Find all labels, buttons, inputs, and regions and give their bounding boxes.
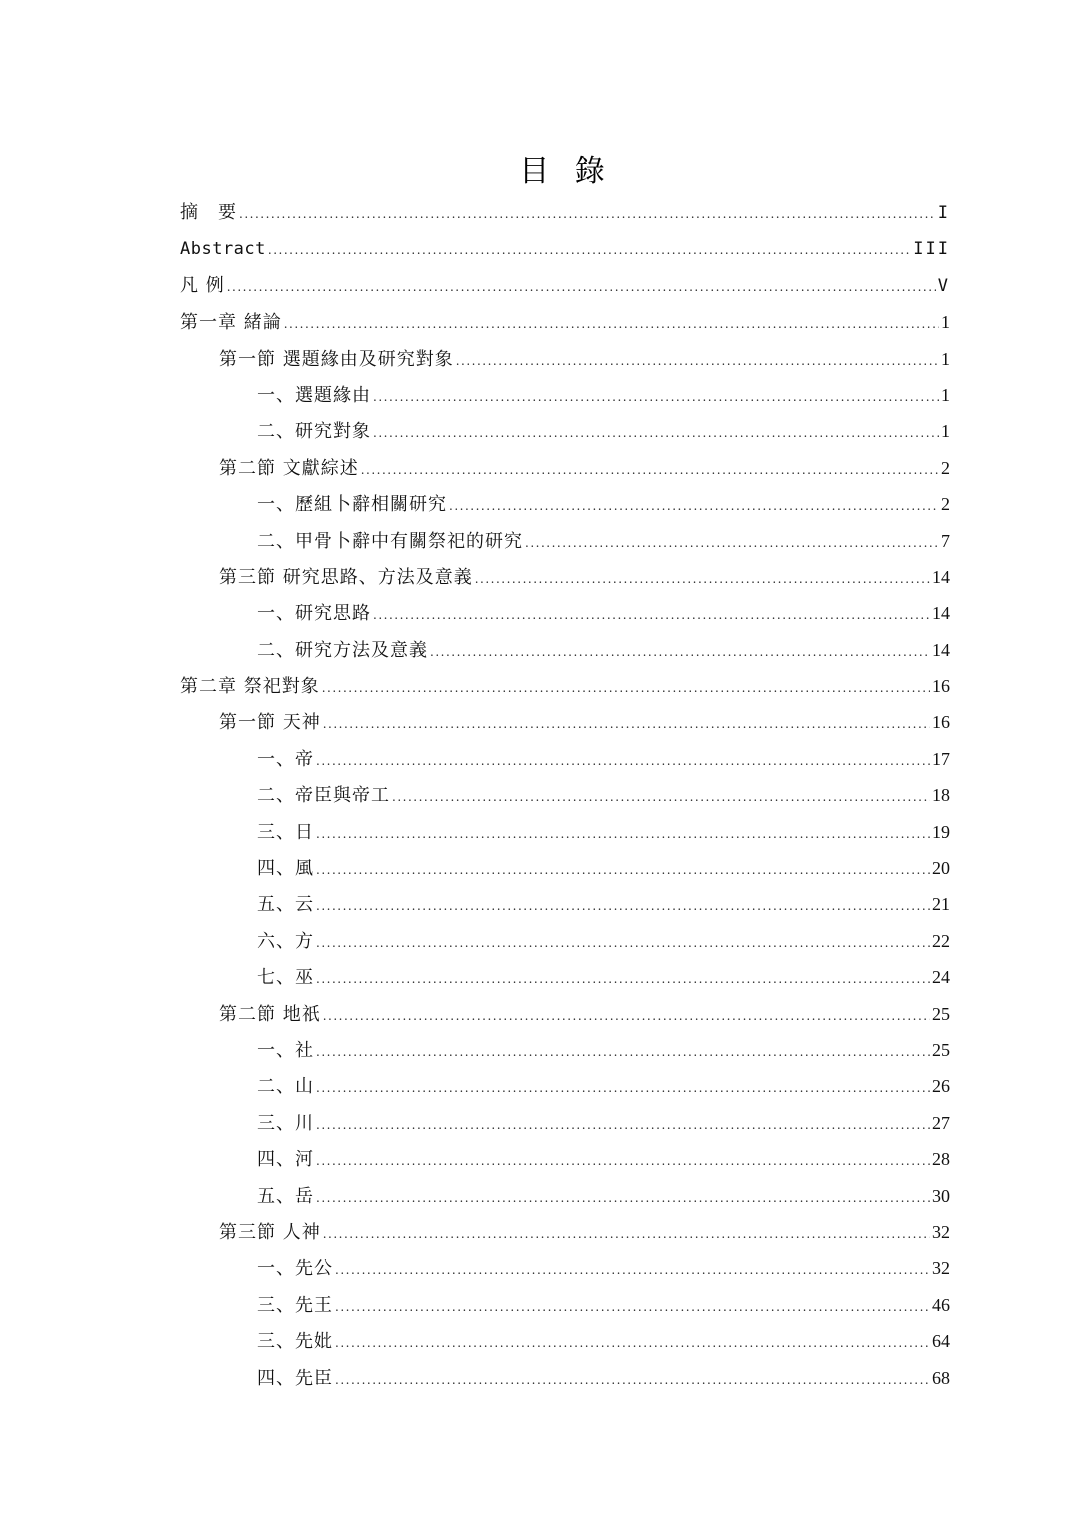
- toc-entry-page-number: 20: [932, 858, 950, 879]
- dot-leader: [335, 1337, 930, 1349]
- toc-entry[interactable]: [180, 777, 950, 813]
- dot-leader: [322, 682, 930, 694]
- toc-entry[interactable]: [180, 377, 950, 413]
- toc-entry-label: 一、選題緣由: [257, 384, 371, 406]
- toc-entry[interactable]: [180, 595, 950, 631]
- toc-entry[interactable]: [180, 341, 950, 377]
- toc-entry-label: 第三節 研究思路、方法及意義: [219, 566, 473, 588]
- dot-leader: [449, 500, 939, 512]
- toc-entry[interactable]: [180, 959, 950, 995]
- toc-entry-label: 一、帝: [257, 748, 314, 770]
- toc-entry[interactable]: [180, 886, 950, 922]
- toc-entry-page-number: III: [913, 239, 950, 260]
- dot-leader: [316, 1046, 930, 1058]
- toc-entry[interactable]: [180, 923, 950, 959]
- toc-entry[interactable]: [180, 704, 950, 740]
- toc-entry-label: 一、先公: [257, 1258, 333, 1280]
- toc-entry-page-number: 1: [941, 421, 950, 442]
- dot-leader: [373, 427, 939, 439]
- toc-entry-label: 二、研究方法及意義: [257, 639, 428, 661]
- toc-entry[interactable]: [180, 450, 950, 486]
- toc-entry[interactable]: [180, 1323, 950, 1359]
- dot-leader: [316, 1192, 930, 1204]
- toc-entry-page-number: 22: [932, 930, 950, 951]
- dot-leader: [316, 828, 930, 840]
- toc-entry-label: 一、研究思路: [257, 603, 371, 625]
- toc-entry-label: 第二節 文獻綜述: [219, 457, 359, 479]
- dot-leader: [316, 973, 930, 985]
- dot-leader: [361, 464, 939, 476]
- toc-entry[interactable]: [180, 523, 950, 559]
- toc-entry-page-number: 1: [941, 348, 950, 369]
- dot-leader: [323, 1010, 930, 1022]
- toc-entry-label: 二、甲骨卜辭中有關祭祀的研究: [257, 530, 523, 552]
- toc-entry-label: 一、歷組卜辭相關研究: [257, 494, 447, 516]
- toc-entry-label: 一、社: [257, 1039, 314, 1061]
- toc-entry-page-number: V: [937, 275, 950, 296]
- toc-entry[interactable]: [180, 559, 950, 595]
- toc-entry[interactable]: [180, 304, 950, 340]
- table-of-contents: [180, 195, 950, 1396]
- dot-leader: [316, 900, 930, 912]
- toc-entry-page-number: 2: [941, 457, 950, 478]
- toc-entry-page-number: 26: [932, 1076, 950, 1097]
- toc-entry-label: 第二節 地祇: [219, 1003, 321, 1025]
- toc-entry[interactable]: [180, 195, 950, 231]
- toc-entry-page-number: 24: [932, 967, 950, 988]
- dot-leader: [475, 573, 930, 585]
- toc-entry[interactable]: [180, 231, 950, 267]
- toc-entry[interactable]: [180, 1105, 950, 1141]
- dot-leader: [335, 1264, 930, 1276]
- toc-entry-page-number: 27: [932, 1112, 950, 1133]
- toc-entry[interactable]: [180, 668, 950, 704]
- toc-entry-label: 六、方: [257, 930, 314, 952]
- toc-entry-page-number: 18: [932, 785, 950, 806]
- toc-entry-label: 第一節 選題緣由及研究對象: [219, 348, 454, 370]
- toc-entry-page-number: 32: [932, 1258, 950, 1279]
- dot-leader: [430, 646, 930, 658]
- toc-entry[interactable]: [180, 486, 950, 522]
- dot-leader: [392, 791, 930, 803]
- toc-entry-label: 第一章 緒論: [180, 312, 282, 334]
- toc-entry[interactable]: [180, 1068, 950, 1104]
- toc-entry-label: 五、岳: [257, 1185, 314, 1207]
- toc-entry-label: 三、先妣: [257, 1331, 333, 1353]
- toc-entry-label: 摘 要: [180, 202, 237, 223]
- toc-entry-page-number: 14: [932, 639, 950, 660]
- toc-entry[interactable]: [180, 814, 950, 850]
- page-title: 目 錄: [519, 154, 613, 189]
- toc-entry-page-number: 68: [932, 1367, 950, 1388]
- dot-leader: [284, 318, 939, 330]
- dot-leader: [316, 755, 930, 767]
- toc-entry[interactable]: [180, 1032, 950, 1068]
- toc-entry-page-number: 14: [932, 603, 950, 624]
- dot-leader: [316, 864, 930, 876]
- dot-leader: [525, 537, 939, 549]
- toc-entry[interactable]: [180, 1141, 950, 1177]
- toc-entry[interactable]: [180, 1360, 950, 1396]
- toc-entry-page-number: 16: [932, 676, 950, 697]
- toc-entry-page-number: 32: [932, 1221, 950, 1242]
- dot-leader: [316, 937, 930, 949]
- dot-leader: [227, 281, 936, 293]
- toc-entry-page-number: 2: [941, 494, 950, 515]
- toc-entry[interactable]: [180, 741, 950, 777]
- toc-entry-page-number: 64: [932, 1331, 950, 1352]
- toc-entry-page-number: 19: [932, 821, 950, 842]
- toc-entry-label: 三、川: [257, 1112, 314, 1134]
- toc-entry-label: 二、研究對象: [257, 421, 371, 443]
- dot-leader: [323, 718, 930, 730]
- dot-leader: [316, 1082, 930, 1094]
- toc-entry-label: 二、山: [257, 1076, 314, 1098]
- toc-entry-page-number: 28: [932, 1149, 950, 1170]
- toc-entry-page-number: 1: [941, 384, 950, 405]
- toc-entry-page-number: 30: [932, 1185, 950, 1206]
- dot-leader: [239, 208, 936, 220]
- toc-entry-label: 二、帝臣與帝工: [257, 785, 390, 807]
- toc-entry[interactable]: [180, 1214, 950, 1250]
- dot-leader: [456, 355, 939, 367]
- dot-leader: [316, 1119, 930, 1131]
- toc-entry-label: 凡 例: [180, 274, 225, 296]
- toc-entry-page-number: 16: [932, 712, 950, 733]
- toc-entry-label: 三、先王: [257, 1294, 333, 1316]
- toc-entry[interactable]: [180, 632, 950, 668]
- dot-leader: [268, 244, 911, 256]
- toc-entry-label: 四、先臣: [257, 1367, 333, 1389]
- toc-entry-page-number: 14: [932, 566, 950, 587]
- toc-entry-label: 七、巫: [257, 967, 314, 989]
- toc-entry[interactable]: [180, 268, 950, 304]
- toc-entry-label: 五、云: [257, 894, 314, 916]
- toc-entry-page-number: 17: [932, 748, 950, 769]
- toc-entry-page-number: 7: [941, 530, 950, 551]
- dot-leader: [316, 1155, 930, 1167]
- toc-entry-page-number: 1: [941, 312, 950, 333]
- dot-leader: [323, 1228, 930, 1240]
- toc-entry[interactable]: [180, 850, 950, 886]
- toc-entry[interactable]: [180, 1287, 950, 1323]
- dot-leader: [373, 609, 930, 621]
- toc-entry[interactable]: [180, 1178, 950, 1214]
- dot-leader: [335, 1374, 930, 1386]
- toc-entry-page-number: I: [937, 203, 950, 223]
- toc-entry-label: 三、日: [257, 821, 314, 843]
- toc-entry-label: 四、風: [257, 858, 314, 880]
- toc-entry-label: 第三節 人神: [219, 1221, 321, 1243]
- toc-entry[interactable]: [180, 996, 950, 1032]
- toc-entry-page-number: 25: [932, 1003, 950, 1024]
- dot-leader: [373, 391, 939, 403]
- toc-entry-label: 第二章 祭祀對象: [180, 676, 320, 698]
- toc-entry-label: 第一節 天神: [219, 712, 321, 734]
- toc-entry-page-number: 46: [932, 1294, 950, 1315]
- toc-entry-page-number: 25: [932, 1039, 950, 1060]
- toc-entry-page-number: 21: [932, 894, 950, 915]
- toc-entry-label: 四、河: [257, 1149, 314, 1171]
- toc-entry[interactable]: [180, 1250, 950, 1286]
- dot-leader: [335, 1301, 930, 1313]
- toc-entry-label: Abstract: [180, 239, 266, 260]
- toc-entry[interactable]: [180, 413, 950, 449]
